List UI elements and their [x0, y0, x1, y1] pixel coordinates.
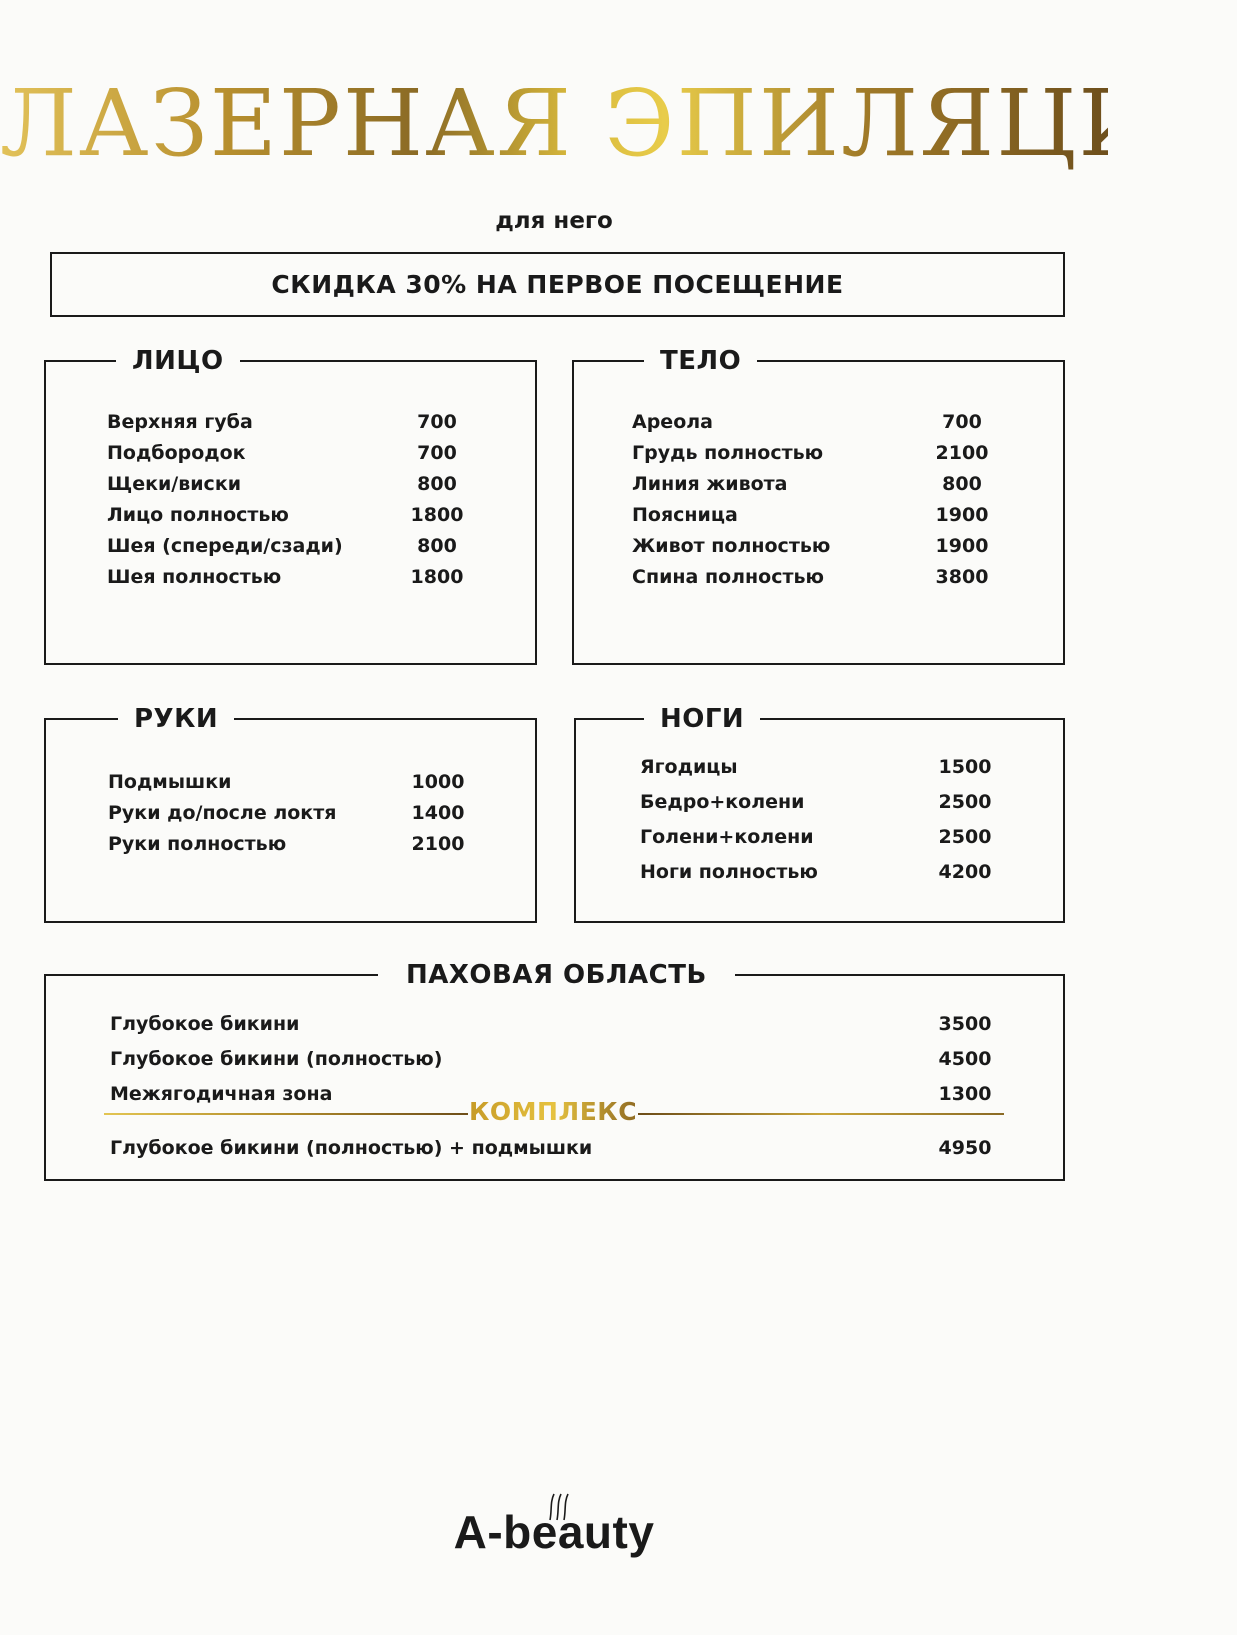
section-heading: РУКИ — [118, 704, 234, 734]
section-heading: ТЕЛО — [644, 346, 757, 376]
item-price: 4500 — [938, 1048, 992, 1070]
item-price: 2100 — [411, 833, 465, 855]
item-name: Подбородок — [107, 442, 246, 464]
item-price: 1000 — [411, 771, 465, 793]
item-name: Ягодицы — [640, 756, 738, 778]
item-name: Бедро+колени — [640, 791, 805, 813]
item-name: Линия живота — [632, 473, 788, 495]
section-heading: ЛИЦО — [116, 346, 240, 376]
item-price: 1300 — [938, 1083, 992, 1105]
item-price: 1900 — [935, 504, 989, 526]
item-price: 4200 — [938, 861, 992, 883]
item-name: Верхняя губа — [107, 411, 253, 433]
item-price: 4950 — [938, 1137, 992, 1159]
item-name: Ареола — [632, 411, 713, 433]
item-price: 1400 — [411, 802, 465, 824]
item-price: 700 — [417, 442, 457, 464]
page-title: ЛАЗЕРНАЯ ЭПИЛЯЦИЯ — [0, 70, 1237, 177]
item-name: Голени+колени — [640, 826, 814, 848]
page-subtitle: для него — [495, 208, 613, 234]
section-legs — [574, 704, 1065, 923]
brand-logo: A-beauty — [453, 1506, 655, 1558]
item-name: Глубокое бикини (полностью) + подмышки — [110, 1137, 593, 1159]
item-price: 1900 — [935, 535, 989, 557]
item-name: Спина полностью — [632, 566, 824, 588]
item-price: 2500 — [938, 791, 992, 813]
item-price: 1800 — [410, 504, 464, 526]
item-name: Шея полностью — [107, 566, 282, 588]
item-name: Подмышки — [108, 771, 232, 793]
item-price: 800 — [942, 473, 982, 495]
item-name: Щеки/виски — [107, 473, 242, 495]
item-price: 3500 — [938, 1013, 992, 1035]
item-price: 3800 — [935, 566, 989, 588]
item-price: 700 — [417, 411, 457, 433]
promo-banner: СКИДКА 30% НА ПЕРВОЕ ПОСЕЩЕНИЕ — [50, 252, 1065, 317]
item-price: 2500 — [938, 826, 992, 848]
section-heading: НОГИ — [644, 704, 760, 734]
item-price: 1800 — [410, 566, 464, 588]
complex-label: КОМПЛЕКС — [468, 1097, 638, 1126]
item-name: Шея (спереди/сзади) — [107, 535, 343, 557]
item-name: Ноги полностью — [640, 861, 818, 883]
item-name: Грудь полностью — [632, 442, 824, 464]
section-heading: ПАХОВАЯ ОБЛАСТЬ — [378, 960, 735, 990]
item-price: 2100 — [935, 442, 989, 464]
item-name: Живот полностью — [632, 535, 831, 557]
item-name: Глубокое бикини (полностью) — [110, 1048, 443, 1070]
item-name: Руки до/после локтя — [108, 802, 337, 824]
item-name: Руки полностью — [108, 833, 287, 855]
item-price: 1500 — [938, 756, 992, 778]
item-price: 800 — [417, 473, 457, 495]
item-price: 700 — [942, 411, 982, 433]
item-name: Лицо полностью — [107, 504, 289, 526]
item-price: 800 — [417, 535, 457, 557]
item-name: Поясница — [632, 504, 738, 526]
item-name: Глубокое бикини — [110, 1013, 300, 1035]
item-name: Межягодичная зона — [110, 1083, 333, 1105]
